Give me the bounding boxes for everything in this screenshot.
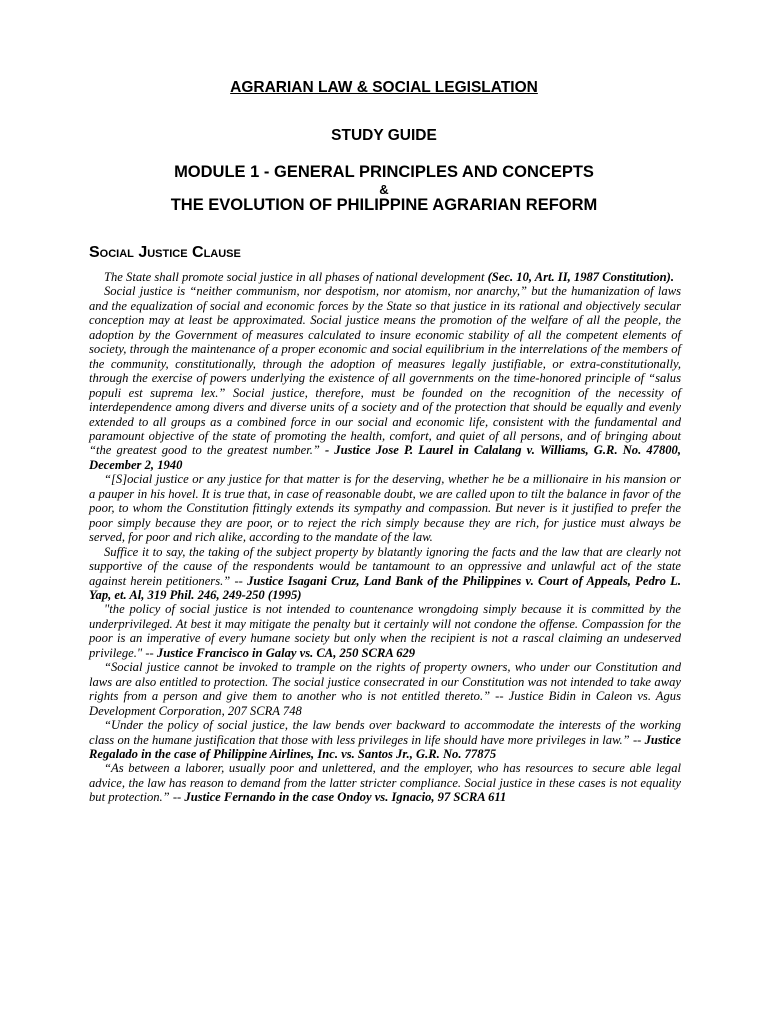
paragraph-text: Suffice it to say, the taking of the subject property by blatantly ignoring the facts and the law that are clearly not supportive of the cause of the respondents would be tantamount to an oppressive and unlawful act of the state against herein petitioners.” -- (89, 544, 681, 588)
citation: - Justice Jose P. Laurel in Calalang v. Williams, G.R. No. 47800, December 2, 1940 (89, 443, 681, 472)
document-title: AGRARIAN LAW & SOCIAL LEGISLATION (230, 79, 538, 96)
paragraph (89, 718, 681, 761)
paragraph-text: “Under the policy of social justice, the law bends over backward to accommodate the interests of the working class on the humane justification that those with less privileges in life should have more privileges in law.” -- (89, 718, 681, 747)
paragraph (89, 472, 681, 544)
paragraph (89, 545, 681, 603)
paragraph-text: “[S]ocial justice or any justice for that matter is for the deserving, whether he be a millionaire in his mansion or a pauper in his hovel. It is true that, in case of reasonable doubt, we are called upon to tilt the balance in favor of the poor, to whom the Constitution fittingly extends its sympathy and compassion. But never is it justified to prefer the poor simply because they are poor, or to reject the rich simply because they are rich, for justice must always be served, for poor and rich alike, according to the mandate of the law. (89, 472, 681, 545)
paragraph (89, 602, 681, 660)
paragraph-text: "the policy of social justice is not intended to countenance wrongdoing simply because it is committed by the underprivileged. At best it may mitigate the penalty but it certainly will not condone the offense. Compassion for the poor is an imperative of every humane society but only when the recipient is not a rascal claiming an undeserved privilege." -- (89, 602, 681, 660)
citation: Justice Regalado in the case of Philippine Airlines, Inc. vs. Santos Jr., G.R. No. 77875 (89, 732, 681, 761)
paragraph (89, 284, 681, 472)
document-subtitle: STUDY GUIDE (331, 127, 437, 144)
body-text (89, 270, 681, 805)
citation: (Sec. 10, Art. II, 1987 Constitution). (487, 270, 674, 284)
citation: Justice Francisco in Galay vs. CA, 250 SCRA 629 (156, 645, 416, 660)
paragraph (89, 660, 681, 718)
module-ampersand: & (379, 182, 389, 197)
paragraph-text: “Social justice cannot be invoked to trample on the rights of property owners, who under our Constitution and laws are also entitled to protection. The social justice consecrated in our Constitution was not intended to take away rights from a person and give them to another who is not entitled thereto.” -- Justice Bidin in Caleon vs. Agus Development Corporation, 207 SCRA 748 (89, 660, 681, 718)
paragraph (89, 270, 681, 284)
citation: Justice Isagani Cruz, Land Bank of the Philippines v. Court of Appeals, Pedro L. Yap, et. Al, 319 Phil. 246, 249-250 (1995) (89, 573, 682, 602)
paragraph-text: The State shall promote social justice in all phases of national development (104, 270, 488, 284)
module-heading: MODULE 1 - GENERAL PRINCIPLES AND CONCEPTS (174, 163, 594, 181)
paragraph-text: Social justice is “neither communism, nor despotism, nor atomism, nor anarchy,” but the humanization of laws and the equalization of social and economic forces by the State so that justice in its rational and objectively secular conception may at least be approximated. Social justice means the promotion of the welfare of all the people, the adoption by the Government of measures calculated to insure economic stability of all the competent elements of society, through the maintenance of a proper economic and social equilibrium in the interrelations of the members of the community, constitutionally, through the adoption of measures legally justifiable, or extra-constitutionally, through the exercise of powers underlying the existence of all governments on the time-honored principle of “salus populi est suprema lex.” Social justice, therefore, must be founded on the recognition of the necessity of interdependence among divers and diverse units of a society and of the protection that should be equally and evenly extended to all groups as a combined force in our social and economic life, consistent with the fundamental and paramount objective of the state of promoting the health, comfort, and quiet of all persons, and of bringing about “the greatest good to the greatest number.” (89, 284, 681, 458)
evolution-heading: THE EVOLUTION OF PHILIPPINE AGRARIAN REFORM (170, 196, 598, 214)
section-heading: Social Justice Clause (89, 244, 241, 261)
paragraph (89, 761, 681, 804)
citation: Justice Fernando in the case Ondoy vs. Ignacio, 97 SCRA 611 (184, 790, 507, 805)
paragraph-text: “As between a laborer, usually poor and unlettered, and the employer, who has resources to secure able legal advice, the law has reason to demand from the latter stricter compliance. Social justice in these cases is not equality but protection.” -- (89, 761, 681, 805)
